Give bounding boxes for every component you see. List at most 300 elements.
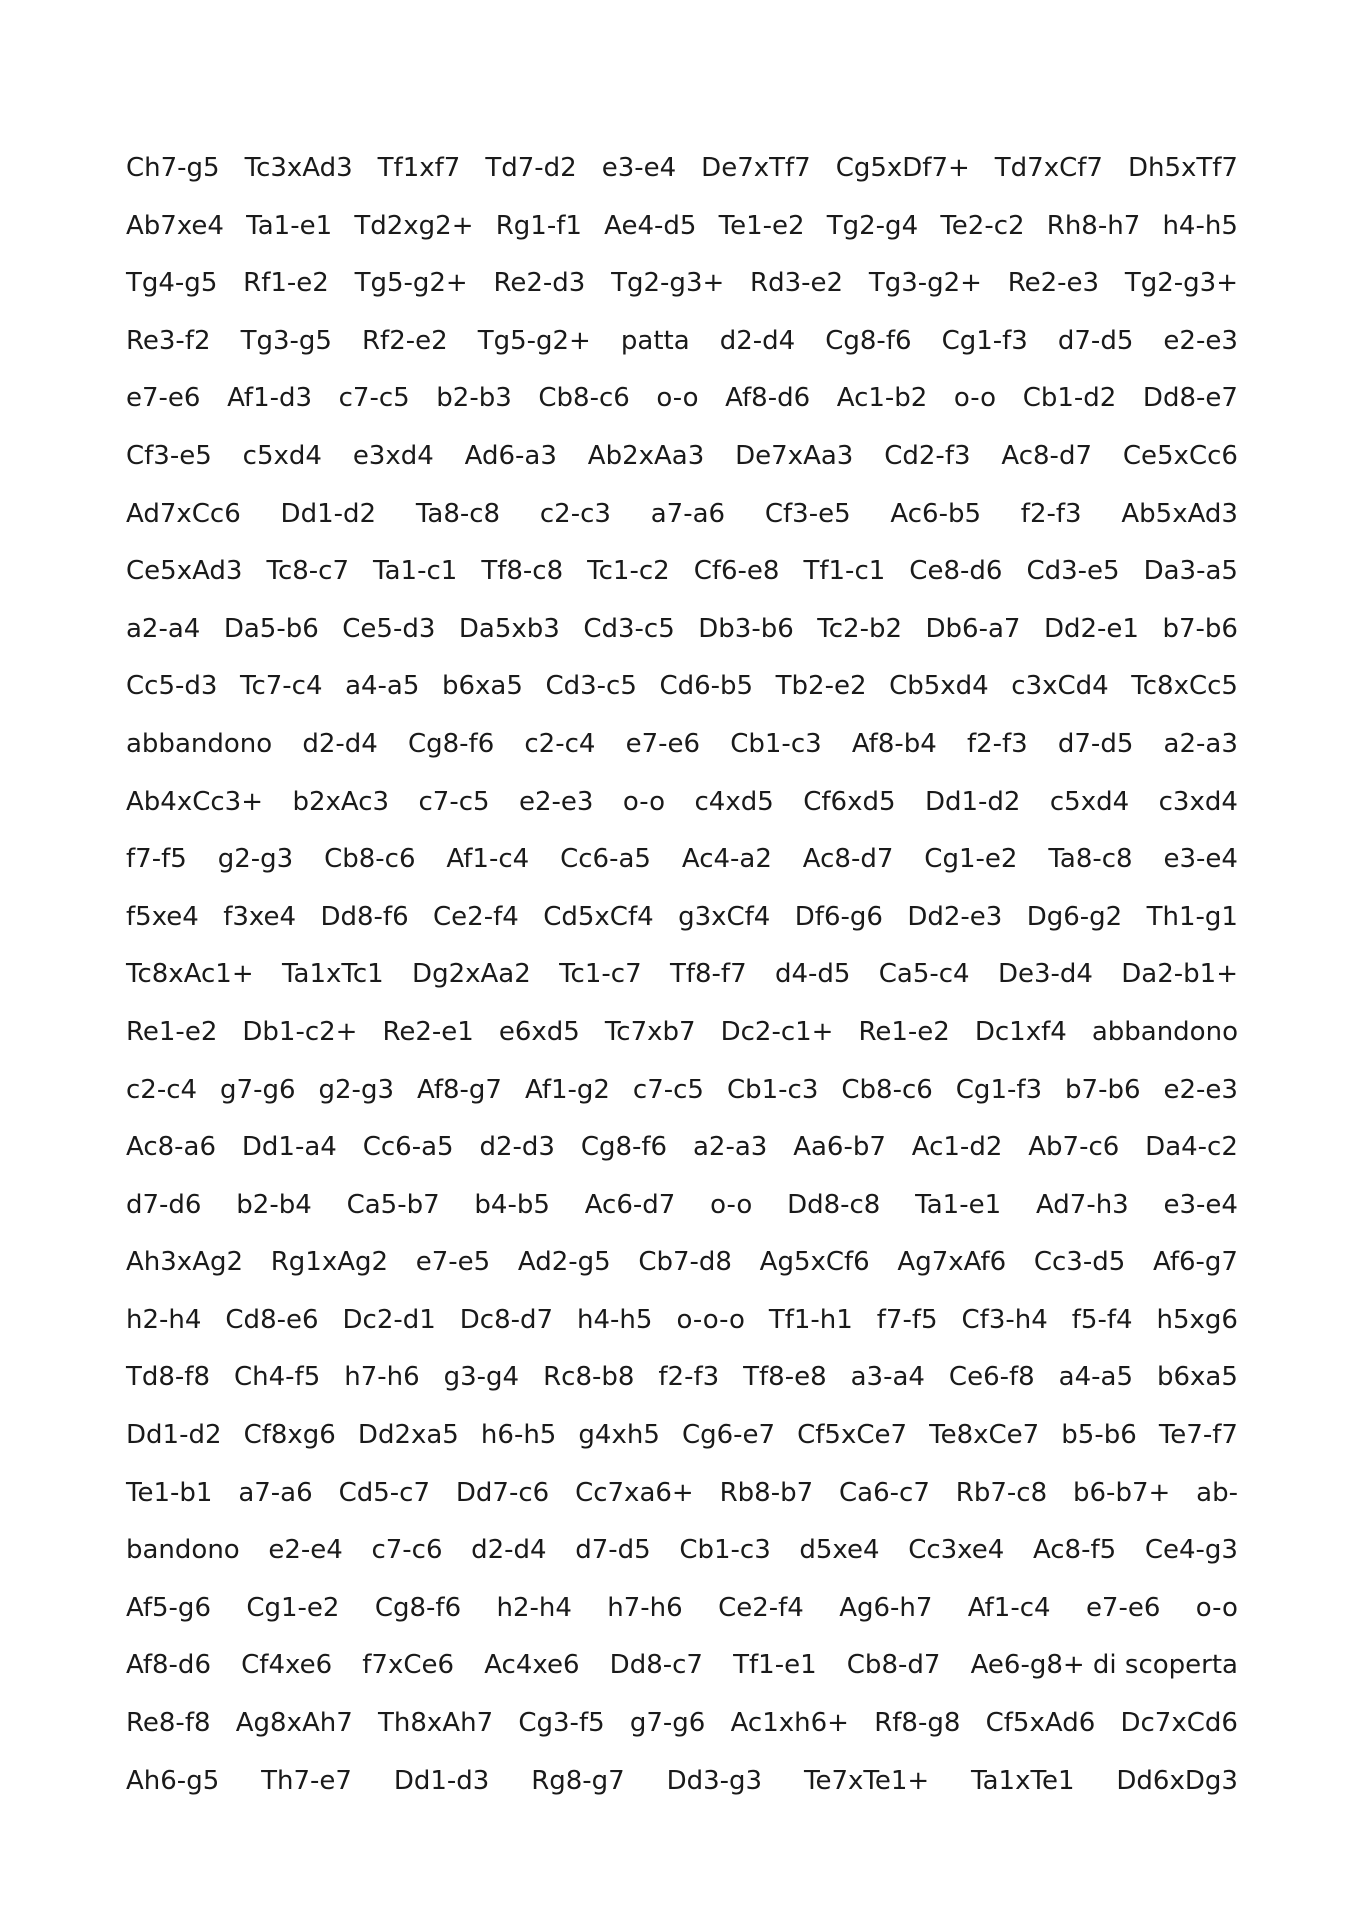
chess-move: Ch7-g5 — [126, 153, 220, 183]
chess-move: d7-d6 — [126, 1189, 202, 1220]
chess-move: b7-b6 — [1162, 613, 1238, 644]
chess-move: Tg2-g3+ — [611, 268, 725, 299]
chess-move: Ce5xAd3 — [126, 556, 243, 587]
text-line — [126, 486, 1238, 544]
chess-move: f7xCe6 — [362, 1650, 455, 1681]
chess-move: Dd8-c7 — [609, 1650, 703, 1681]
chess-move: Tf1xf7 — [377, 153, 461, 183]
chess-move: Cg8-f6 — [407, 728, 495, 759]
chess-move: e3-e4 — [1163, 844, 1238, 875]
chess-move: g2-g3 — [318, 1074, 394, 1105]
text-line — [126, 140, 1238, 198]
chess-move: d7-d5 — [1057, 325, 1134, 356]
chess-move: Cf3-e5 — [126, 440, 212, 471]
chess-move: g7-g6 — [220, 1074, 296, 1105]
chess-move: Dc7xCd6 — [1120, 1708, 1238, 1739]
chess-move: Ce5xCc6 — [1122, 440, 1238, 471]
chess-move: Cf5xCe7 — [797, 1420, 908, 1451]
chess-move: Cg1-e2 — [246, 1592, 340, 1623]
chess-move: Cd3-c5 — [583, 613, 675, 644]
chess-move: b7-b6 — [1065, 1074, 1141, 1105]
chess-move: Ac1xh6+ — [730, 1708, 849, 1739]
chess-move: e7-e6 — [126, 383, 201, 414]
chess-move: Ae6-g8+ di scoperta — [970, 1650, 1238, 1681]
chess-move: Ce5-d3 — [342, 613, 436, 644]
chess-move: g3xCf4 — [678, 901, 771, 932]
text-line — [126, 716, 1238, 774]
chess-move: Dh5xTf7 — [1127, 153, 1238, 183]
chess-move: Cg8-f6 — [580, 1132, 668, 1163]
chess-move: Dd8-e7 — [1142, 383, 1238, 414]
text-line — [126, 1177, 1238, 1235]
chess-move: Cb1-c3 — [730, 728, 822, 759]
chess-move: Tc2-b2 — [817, 613, 902, 644]
chess-move: Tg2-g4 — [826, 210, 919, 241]
chess-move: Cc3-d5 — [1033, 1247, 1126, 1278]
chess-move: Ac8-d7 — [1001, 440, 1092, 471]
chess-move: Cb1-d2 — [1022, 383, 1117, 414]
chess-move: Ce2-f4 — [433, 901, 519, 932]
chess-move: Te7-f7 — [1158, 1420, 1238, 1451]
chess-move: Te7xTe1+ — [803, 1765, 930, 1796]
chess-move: Db3-b6 — [698, 613, 794, 644]
chess-move: Dc1xf4 — [974, 1016, 1067, 1047]
text-line — [126, 1062, 1238, 1120]
chess-move: abbandono — [1091, 1016, 1238, 1047]
chess-move: c5xd4 — [242, 440, 322, 471]
chess-move: Tf1-e1 — [733, 1650, 817, 1681]
chess-move: Cf4xe6 — [241, 1650, 333, 1681]
chess-move: Ce6-f8 — [948, 1362, 1035, 1393]
chess-move: g7-g6 — [629, 1708, 706, 1739]
text-line — [126, 1234, 1238, 1292]
chess-move: d2-d4 — [719, 325, 796, 356]
chess-move: Cb5xd4 — [889, 671, 989, 702]
chess-move: Tf1-h1 — [768, 1304, 853, 1335]
chess-move: a7-a6 — [650, 498, 726, 529]
chess-move: c4xd5 — [694, 786, 774, 817]
chess-move: a2-a3 — [1163, 728, 1238, 759]
chess-move: Th7-e7 — [261, 1765, 352, 1796]
chess-move: Da4-c2 — [1145, 1132, 1238, 1163]
chess-move: Cd6-b5 — [659, 671, 754, 702]
chess-move: Dc2-d1 — [342, 1304, 436, 1335]
chess-move: Ab7xe4 — [126, 210, 224, 241]
chess-move: Cd3-e5 — [1026, 556, 1120, 587]
chess-move: Ad6-a3 — [464, 440, 557, 471]
chess-move: e3xd4 — [352, 440, 434, 471]
text-line — [126, 1753, 1238, 1811]
chess-move: e2-e3 — [1163, 325, 1238, 356]
chess-move: b4-b5 — [474, 1189, 550, 1220]
chess-move: Dd2-e1 — [1043, 613, 1139, 644]
chess-move: Cg5xDf7+ — [835, 153, 970, 183]
chess-move: Cf3-e5 — [764, 498, 851, 529]
chess-move: Re2-e3 — [1007, 268, 1100, 299]
chess-move: Cb8-c6 — [324, 844, 416, 875]
chess-move: Dd2-e3 — [907, 901, 1003, 932]
text-line — [126, 428, 1238, 486]
chess-move: Cf6xd5 — [803, 786, 896, 817]
chess-move: De7xTf7 — [701, 153, 811, 183]
chess-move: Cc7xa6+ — [575, 1477, 694, 1508]
chess-move: b5-b6 — [1061, 1420, 1137, 1451]
chess-move: f5xe4 — [126, 901, 199, 932]
chess-move: c7-c5 — [338, 383, 410, 414]
chess-move: Ae4-d5 — [604, 210, 697, 241]
text-line — [126, 1637, 1238, 1695]
chess-move: Tb2-e2 — [775, 671, 867, 702]
chess-move: f2-f3 — [658, 1362, 720, 1393]
chess-moves-text — [126, 140, 1238, 1810]
chess-move: e2-e3 — [1163, 1074, 1238, 1105]
chess-move: a7-a6 — [238, 1477, 313, 1508]
chess-move: d7-d5 — [1057, 728, 1134, 759]
chess-move: Ag5xCf6 — [759, 1247, 870, 1278]
text-line — [126, 831, 1238, 889]
chess-move: d2-d3 — [479, 1132, 555, 1163]
chess-move: Ag8xAh7 — [235, 1708, 353, 1739]
chess-move: Da5xb3 — [458, 613, 560, 644]
chess-move: Dc2-c1+ — [720, 1016, 834, 1047]
chess-move: Cf3-h4 — [961, 1304, 1048, 1335]
chess-move: Tc7xb7 — [604, 1016, 696, 1047]
chess-move: e2-e3 — [518, 786, 594, 817]
chess-move: Ce8-d6 — [909, 556, 1003, 587]
chess-move: Ah3xAg2 — [126, 1247, 244, 1278]
chess-move: Td8-f8 — [126, 1362, 211, 1393]
chess-move: a4-a5 — [345, 671, 420, 702]
chess-move: c7-c6 — [371, 1535, 443, 1566]
chess-move: d2-d4 — [471, 1535, 547, 1566]
chess-move: e7-e6 — [625, 728, 701, 759]
chess-move: Ta1xTc1 — [281, 959, 384, 990]
chess-move: Re8-f8 — [126, 1708, 211, 1739]
text-line — [126, 601, 1238, 659]
text-line — [126, 543, 1238, 601]
chess-move: Dd7-c6 — [455, 1477, 550, 1508]
chess-move: Cf5xAd6 — [985, 1708, 1096, 1739]
chess-move: Af8-g7 — [416, 1074, 502, 1105]
chess-move: b2-b3 — [436, 383, 512, 414]
chess-move: Cd8-e6 — [225, 1304, 319, 1335]
chess-move: h2-h4 — [126, 1304, 202, 1335]
chess-move: Re3-f2 — [126, 325, 211, 356]
chess-move: e3-e4 — [601, 153, 677, 183]
chess-move: patta — [620, 325, 690, 356]
chess-move: Rb7-c8 — [955, 1477, 1048, 1508]
chess-move: Tc8xCc5 — [1131, 671, 1238, 702]
chess-move: Aa6-b7 — [793, 1132, 886, 1163]
chess-move: Dd1-d2 — [126, 1420, 222, 1451]
chess-move: Ca5-c4 — [878, 959, 970, 990]
text-line — [126, 1407, 1238, 1465]
chess-move: Dd1-d3 — [393, 1765, 490, 1796]
chess-move: c2-c4 — [524, 728, 596, 759]
chess-move: Ta8-c8 — [415, 498, 501, 529]
chess-move: Dd8-c8 — [787, 1189, 881, 1220]
chess-move: Re1-e2 — [126, 1016, 218, 1047]
chess-move: Tf8-e8 — [743, 1362, 827, 1393]
chess-move: Ta1-e1 — [246, 210, 333, 241]
chess-move: g2-g3 — [217, 844, 294, 875]
text-line — [126, 1580, 1238, 1638]
chess-move: De3-d4 — [997, 959, 1093, 990]
chess-move: Th8xAh7 — [378, 1708, 494, 1739]
chess-move: Cg8-f6 — [825, 325, 912, 356]
chess-move: Af1-c4 — [446, 844, 530, 875]
chess-move: c3xd4 — [1158, 786, 1238, 817]
chess-move: Te2-c2 — [940, 210, 1025, 241]
chess-move: Dd1-d2 — [280, 498, 377, 529]
chess-move: h7-h6 — [607, 1592, 683, 1623]
chess-move: d2-d4 — [302, 728, 378, 759]
chess-move: d4-d5 — [774, 959, 851, 990]
chess-move: g4xh5 — [578, 1420, 660, 1451]
chess-move: Tf1-c1 — [803, 556, 886, 587]
chess-move: Db6-a7 — [925, 613, 1021, 644]
chess-move: h4-h5 — [1162, 210, 1238, 241]
chess-move: c2-c3 — [539, 498, 611, 529]
chess-move: Te1-b1 — [126, 1477, 213, 1508]
chess-move: Ta8-c8 — [1048, 844, 1133, 875]
text-line — [126, 1695, 1238, 1753]
chess-move: b2xAc3 — [292, 786, 390, 817]
chess-move: o-o-o — [676, 1304, 745, 1335]
chess-move: Tf8-c8 — [481, 556, 564, 587]
chess-move: Tc8-c7 — [266, 556, 350, 587]
chess-move: Ah6-g5 — [126, 1765, 220, 1796]
chess-move: Af8-d6 — [126, 1650, 211, 1681]
chess-move: Dd8-f6 — [320, 901, 409, 932]
chess-move: Db1-c2+ — [242, 1016, 358, 1047]
chess-move: Ab2xAa3 — [587, 440, 705, 471]
chess-move: Dg6-g2 — [1026, 901, 1123, 932]
chess-move: Rb8-b7 — [719, 1477, 814, 1508]
chess-move: f2-f3 — [966, 728, 1028, 759]
chess-move: e7-e6 — [1085, 1592, 1161, 1623]
chess-move: a3-a4 — [850, 1362, 925, 1393]
chess-move: Ca5-b7 — [346, 1189, 440, 1220]
chess-move: Tg3-g5 — [240, 325, 332, 356]
chess-move: Dg2xAa2 — [412, 959, 531, 990]
chess-move: Ac8-a6 — [126, 1132, 217, 1163]
chess-move: g3-g4 — [443, 1362, 520, 1393]
chess-move: o-o — [953, 383, 997, 414]
chess-move: a2-a4 — [126, 613, 201, 644]
chess-move: ab- — [1196, 1477, 1238, 1508]
text-line — [126, 889, 1238, 947]
chess-move: e6xd5 — [498, 1016, 580, 1047]
chess-move: Rg1-f1 — [495, 210, 582, 241]
chess-move: c5xd4 — [1049, 786, 1130, 817]
chess-move: Td7xCf7 — [994, 153, 1103, 183]
chess-move: Ac6-b5 — [890, 498, 982, 529]
chess-move: Ad7xCc6 — [126, 498, 241, 529]
chess-move: a4-a5 — [1058, 1362, 1134, 1393]
chess-move: h2-h4 — [496, 1592, 572, 1623]
chess-move: f7-f5 — [126, 844, 187, 875]
chess-move: Te1-e2 — [718, 210, 805, 241]
chess-move: o-o — [710, 1189, 753, 1220]
chess-move: Ca6-c7 — [839, 1477, 930, 1508]
chess-move: Rg1xAg2 — [270, 1247, 389, 1278]
chess-move: Cb7-d8 — [638, 1247, 732, 1278]
chess-move: h5xg6 — [1156, 1304, 1238, 1335]
chess-move: e7-e5 — [415, 1247, 491, 1278]
chess-move: Af1-d3 — [227, 383, 313, 414]
text-line — [126, 198, 1238, 256]
chess-move: b6xa5 — [441, 671, 523, 702]
chess-move: b6xa5 — [1156, 1362, 1238, 1393]
chess-move: Da2-b1+ — [1121, 959, 1238, 990]
chess-move: Ce2-f4 — [718, 1592, 804, 1623]
chess-move: h6-h5 — [480, 1420, 557, 1451]
text-line — [126, 370, 1238, 428]
chess-move: Dd1-a4 — [241, 1132, 337, 1163]
chess-move: Rf8-g8 — [874, 1708, 961, 1739]
text-line — [126, 1522, 1238, 1580]
chess-move: Re2-e1 — [382, 1016, 474, 1047]
chess-move: Cd5xCf4 — [543, 901, 654, 932]
chess-move: o-o — [656, 383, 699, 414]
chess-move: Td7-d2 — [485, 153, 577, 183]
chess-move: Re2-d3 — [493, 268, 586, 299]
chess-move: Re1-e2 — [858, 1016, 950, 1047]
chess-move: o-o — [622, 786, 666, 817]
chess-move: Cd3-c5 — [545, 671, 637, 702]
chess-move: Cg1-f3 — [941, 325, 1028, 356]
chess-move: Tg4-g5 — [126, 268, 218, 299]
text-line — [126, 658, 1238, 716]
text-line — [126, 774, 1238, 832]
chess-move: Ag7xAf6 — [897, 1247, 1007, 1278]
chess-move: Tg3-g2+ — [868, 268, 982, 299]
chess-move: c7-c5 — [632, 1074, 704, 1105]
chess-move: Cc6-a5 — [560, 844, 651, 875]
chess-move: c7-c5 — [418, 786, 490, 817]
chess-move: Ab4xCc3+ — [126, 786, 263, 817]
chess-move: Ad2-g5 — [517, 1247, 611, 1278]
chess-move: De7xAa3 — [735, 440, 854, 471]
chess-move: Dd1-d2 — [924, 786, 1021, 817]
chess-move: Ac8-d7 — [802, 844, 894, 875]
chess-move: Td2xg2+ — [354, 210, 474, 241]
chess-move: Ac1-b2 — [836, 383, 928, 414]
chess-move: b2-b4 — [236, 1189, 312, 1220]
text-line — [126, 1004, 1238, 1062]
chess-move: f3xe4 — [223, 901, 297, 932]
chess-move: Ag6-h7 — [839, 1592, 933, 1623]
chess-move: Ab5xAd3 — [1121, 498, 1238, 529]
chess-move: e3-e4 — [1163, 1189, 1238, 1220]
chess-move: abbandono — [126, 728, 273, 759]
text-line — [126, 1465, 1238, 1523]
chess-move: Cg1-e2 — [924, 844, 1018, 875]
chess-move: Rf1-e2 — [243, 268, 329, 299]
chess-move: Cf6-e8 — [693, 556, 780, 587]
chess-move: d7-d5 — [575, 1535, 651, 1566]
chess-move: Af1-c4 — [967, 1592, 1051, 1623]
chess-move: Dc8-d7 — [459, 1304, 554, 1335]
chess-move: Af8-d6 — [725, 383, 811, 414]
chess-move: Dd6xDg3 — [1116, 1765, 1238, 1796]
chess-move: Cb1-c3 — [726, 1074, 819, 1105]
chess-move: f2-f3 — [1020, 498, 1082, 529]
text-line — [126, 255, 1238, 313]
chess-move: Af5-g6 — [126, 1592, 211, 1623]
chess-move: Ac8-f5 — [1032, 1535, 1117, 1566]
chess-move: c3xCd4 — [1011, 671, 1109, 702]
chess-move: Ac1-d2 — [911, 1132, 1003, 1163]
chess-move: Cg6-e7 — [681, 1420, 776, 1451]
chess-move: Ac4-a2 — [681, 844, 772, 875]
chess-move: Cb8-d7 — [846, 1650, 941, 1681]
chess-move: Ad7-h3 — [1035, 1189, 1129, 1220]
chess-move: Cf8xg6 — [243, 1420, 336, 1451]
chess-move: Rf2-e2 — [361, 325, 448, 356]
chess-move: f7-f5 — [876, 1304, 938, 1335]
chess-move: Cb8-c6 — [841, 1074, 933, 1105]
chess-move: Cc6-a5 — [362, 1132, 454, 1163]
chess-move: f5-f4 — [1071, 1304, 1133, 1335]
chess-move: bandono — [126, 1535, 240, 1566]
chess-move: Cb8-c6 — [538, 383, 630, 414]
chess-move: Af8-b4 — [851, 728, 937, 759]
text-line — [126, 946, 1238, 1004]
chess-move: Ta1-c1 — [373, 556, 458, 587]
chess-move: Cd2-f3 — [884, 440, 971, 471]
chess-move: h7-h6 — [344, 1362, 420, 1393]
chess-move: Cg1-f3 — [955, 1074, 1043, 1105]
chess-move: Rd3-e2 — [750, 268, 844, 299]
chess-move: Cc5-d3 — [126, 671, 218, 702]
chess-move: Rh8-h7 — [1046, 210, 1141, 241]
text-line — [126, 1119, 1238, 1177]
chess-move: Ac6-d7 — [584, 1189, 676, 1220]
chess-move: Tc1-c2 — [587, 556, 670, 587]
chess-move: Tg2-g3+ — [1124, 268, 1238, 299]
chess-move: a2-a3 — [692, 1132, 768, 1163]
chess-move: Cg3-f5 — [518, 1708, 605, 1739]
chess-move: Rc8-b8 — [543, 1362, 635, 1393]
chess-move: Ce4-g3 — [1144, 1535, 1238, 1566]
chess-move: Tg5-g2+ — [354, 268, 468, 299]
chess-move: h4-h5 — [577, 1304, 653, 1335]
chess-move: b6-b7+ — [1073, 1477, 1171, 1508]
chess-move: Tc8xAc1+ — [126, 959, 254, 990]
text-line — [126, 313, 1238, 371]
chess-move: Dd2xa5 — [357, 1420, 459, 1451]
chess-move: Tc1-c7 — [559, 959, 642, 990]
chess-move: Cb1-c3 — [679, 1535, 771, 1566]
chess-move: Cd5-c7 — [338, 1477, 430, 1508]
chess-move: Tf8-f7 — [669, 959, 747, 990]
chess-move: Tg5-g2+ — [477, 325, 591, 356]
chess-move: Te8xCe7 — [929, 1420, 1040, 1451]
chess-move: Th1-g1 — [1146, 901, 1238, 932]
chess-move: e2-e4 — [268, 1535, 343, 1566]
chess-move: d5xe4 — [799, 1535, 880, 1566]
chess-move: Tc7-c4 — [239, 671, 323, 702]
chess-move: Ab7-c6 — [1028, 1132, 1120, 1163]
chess-move: Cg8-f6 — [374, 1592, 462, 1623]
chess-move: Rg8-g7 — [531, 1765, 625, 1796]
chess-move: Cc3xe4 — [908, 1535, 1005, 1566]
chess-move: Ch4-f5 — [233, 1362, 321, 1393]
chess-move: Ta1xTe1 — [971, 1765, 1075, 1796]
chess-move: Df6-g6 — [794, 901, 883, 932]
